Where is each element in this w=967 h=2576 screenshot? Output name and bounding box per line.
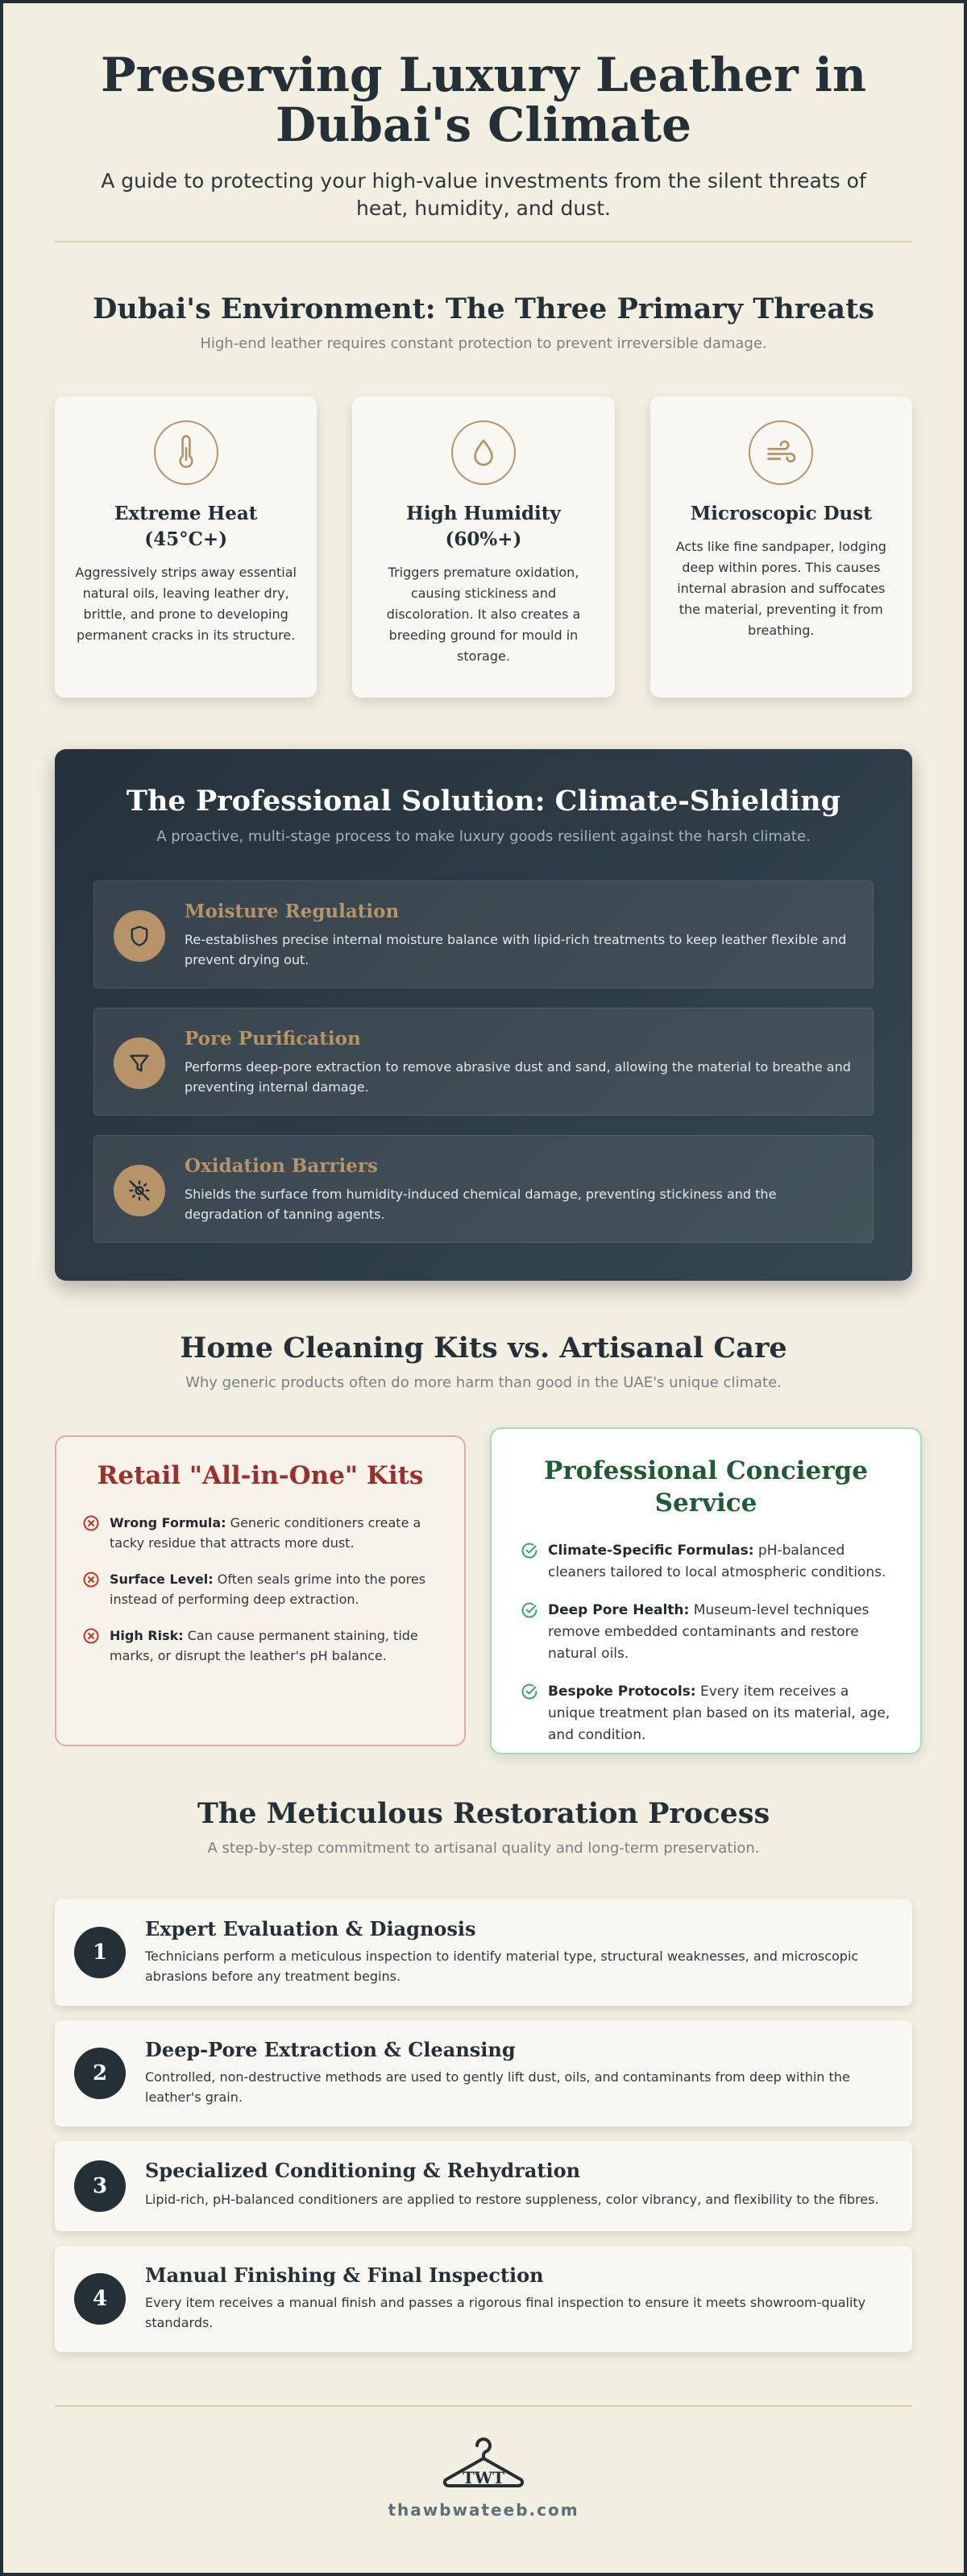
comparison-subtitle: Why generic products often do more harm than good in the UAE's unique climate.	[185, 1374, 782, 1391]
retail-kits-card	[55, 1435, 466, 1746]
sun-off-icon	[114, 1165, 165, 1216]
solution-item-text: Performs deep-pore extraction to remove abrasive dust and sand, allowing the material to breathe and preventing internal damage.	[185, 1059, 851, 1095]
logo-text: TWT	[462, 2468, 505, 2487]
solution-panel	[55, 749, 912, 1281]
step-text: Lipid-rich, pH-balanced conditioners are applied to restore suppleness, color vibrancy, and flexibility to the fibres.	[145, 2192, 879, 2207]
solution-title: The Professional Solution: Climate-Shielding	[126, 785, 841, 818]
threat-title: Extreme Heat (45°C+)	[114, 503, 258, 550]
item-label: High Risk:	[110, 1628, 184, 1643]
threat-text: Triggers premature oxidation, causing stickiness and discoloration. It also creates a breeding ground for mould in storage.	[386, 565, 581, 664]
solution-item-text: Re-establishes precise internal moisture balance with lipid-rich treatments to keep leather flexible and prevent drying out.	[185, 932, 847, 967]
list-item	[521, 1600, 891, 1665]
list-item	[521, 1540, 891, 1584]
retail-list	[82, 1513, 438, 1666]
solution-item-title: Oxidation Barriers	[185, 1155, 378, 1177]
threats-subtitle: High-end leather requires constant protection to prevent irreversible damage.	[200, 335, 767, 352]
item-text: Can cause permanent staining, tide marks, or disrupt the leather's pH balance.	[110, 1628, 418, 1663]
list-item	[82, 1569, 438, 1609]
x-circle-icon	[82, 1627, 100, 1645]
step-number: 2	[74, 2048, 126, 2099]
thermometer-icon	[154, 420, 218, 485]
process-title: The Meticulous Restoration Process	[197, 1797, 770, 1830]
footer-site[interactable]: thawbwateeb.com	[388, 2500, 579, 2520]
item-label: Surface Level:	[110, 1572, 214, 1587]
step-title: Expert Evaluation & Diagnosis	[145, 1917, 476, 1940]
page-title: Preserving Luxury Leather in Dubai's Climate	[100, 48, 867, 152]
solution-item-title: Moisture Regulation	[185, 901, 400, 922]
solution-item-moisture	[93, 880, 874, 988]
droplet-icon	[451, 420, 516, 485]
item-text: Often seals grime into the pores instead of performing deep extraction.	[110, 1572, 426, 1607]
solution-item-title: Pore Purification	[185, 1028, 361, 1050]
list-item	[521, 1681, 891, 1746]
solution-item-pore	[93, 1008, 874, 1116]
shield-icon	[114, 910, 165, 962]
item-text: pH-balanced cleaners tailored to local atmospheric conditions.	[548, 1543, 886, 1580]
solution-item-text: Shields the surface from humidity-induced chemical damage, preventing stickiness and the degradation of tanning agents.	[185, 1187, 777, 1222]
solution-item-oxidation	[93, 1135, 874, 1243]
x-circle-icon	[82, 1571, 100, 1588]
professional-service-card	[490, 1427, 922, 1754]
hero	[55, 50, 912, 222]
item-label: Deep Pore Health:	[548, 1602, 690, 1618]
divider	[55, 241, 912, 242]
check-circle-icon	[521, 1683, 538, 1700]
item-text: Every item receives a unique treatment plan based on its material, age, and condition.	[548, 1684, 890, 1743]
process-step	[55, 2020, 912, 2127]
threat-text: Aggressively strips away essential natural oils, leaving leather dry, brittle, and prone to developing permanent cracks in its structure.	[75, 565, 297, 643]
list-item	[82, 1626, 438, 1666]
threat-title: High Humidity (60%+)	[406, 503, 561, 550]
divider	[55, 2405, 912, 2407]
threats-title: Dubai's Environment: The Three Primary Threats	[93, 292, 874, 325]
step-text: Every item receives a manual finish and passes a rigorous final inspection to ensure it meets showroom-quality standards.	[145, 2295, 866, 2330]
step-title: Manual Finishing & Final Inspection	[145, 2263, 544, 2287]
retail-title: Retail "All-in-One" Kits	[97, 1461, 424, 1490]
threat-cards	[55, 396, 912, 698]
threat-card-humidity	[352, 396, 614, 698]
process-step	[55, 1899, 912, 2006]
check-circle-icon	[521, 1542, 538, 1559]
professional-list	[521, 1540, 891, 1746]
page-subtitle: A guide to protecting your high-value investments from the silent threats of heat, humidity, and dust.	[101, 169, 866, 220]
step-number: 4	[74, 2273, 126, 2325]
threat-card-dust	[650, 396, 912, 698]
hanger-logo	[440, 2434, 527, 2491]
step-title: Specialized Conditioning & Rehydration	[145, 2159, 581, 2182]
wind-icon	[749, 420, 813, 485]
threat-title: Microscopic Dust	[690, 503, 872, 524]
threat-card-heat	[55, 396, 317, 698]
solution-subtitle: A proactive, multi-stage process to make luxury goods resilient against the harsh climate.	[156, 828, 811, 845]
professional-title: Professional Concierge Service	[544, 1456, 868, 1518]
step-title: Deep-Pore Extraction & Cleansing	[145, 2038, 516, 2061]
threat-text: Acts like fine sandpaper, lodging deep within pores. This causes internal abrasion and suffocates the material, preventing it from breathing.	[675, 539, 886, 638]
item-text: Museum-level techniques remove embedded contaminants and restore natural oils.	[548, 1602, 869, 1662]
filter-icon	[114, 1037, 165, 1089]
item-label: Climate-Specific Formulas:	[548, 1543, 754, 1559]
item-label: Wrong Formula:	[110, 1515, 226, 1530]
check-circle-icon	[521, 1601, 538, 1619]
process-step	[55, 2141, 912, 2231]
item-text: Generic conditioners create a tacky residue that attracts more dust.	[110, 1515, 421, 1551]
step-text: Technicians perform a meticulous inspection to identify material type, structural weaknesses, and microscopic abrasions before any treatment begins.	[145, 1949, 859, 1984]
list-item	[82, 1513, 438, 1553]
comparison-title: Home Cleaning Kits vs. Artisanal Care	[180, 1331, 787, 1365]
item-label: Bespoke Protocols:	[548, 1684, 696, 1700]
step-text: Controlled, non-destructive methods are used to gently lift dust, oils, and contaminants from deep within the leather's grain.	[145, 2069, 850, 2105]
process-subtitle: A step-by-step commitment to artisanal quality and long-term preservation.	[207, 1840, 760, 1857]
step-number: 3	[74, 2160, 126, 2212]
process-step	[55, 2246, 912, 2352]
step-number: 1	[74, 1927, 126, 1978]
x-circle-icon	[82, 1514, 100, 1532]
